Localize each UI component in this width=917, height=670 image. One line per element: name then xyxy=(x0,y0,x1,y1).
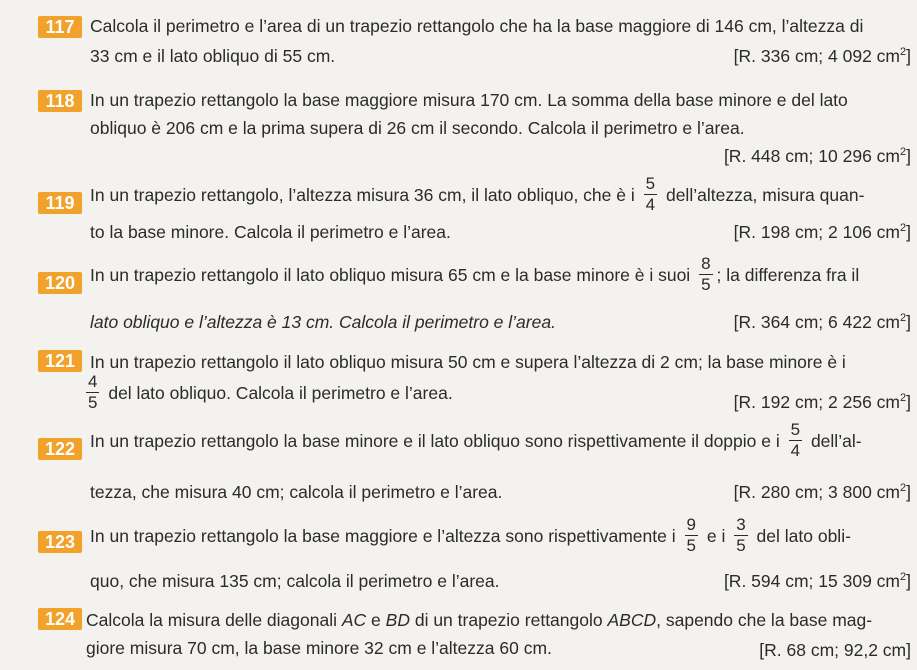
exercise-text: In un trapezio rettangolo la base maggiore misura 170 cm. La somma della base minore e del lato xyxy=(90,90,848,110)
answer: [R. 280 cm; 3 800 $cm^2$] xyxy=(733,482,911,502)
exercise-text: obliquo è 206 cm e la prima supera di 26 cm il secondo. Calcola il perimetro e l’area. xyxy=(90,118,745,138)
exercise-text: quo, che misura 135 cm; calcola il perimetro e l’area. xyxy=(90,571,500,591)
exercise-text: In un trapezio rettangolo, l’altezza misura 36 cm, il lato obliquo, che è i $\frac{5}{4}$ dell’altezza, misura quan- xyxy=(90,174,865,214)
answer: [R. 192 cm; 2 256 $cm^2$] xyxy=(733,392,911,412)
exercise-number: 122 xyxy=(38,438,82,460)
exercise-text: $\frac{4}{5}$ del lato obliquo. Calcola il perimetro e l’area. xyxy=(88,372,453,412)
answer: [R. 336 cm; 4 092 $cm^2$] xyxy=(733,46,911,66)
exercise-text: In un trapezio rettangolo il lato obliquo misura 65 cm e la base minore è i suoi $\frac{8}{5}$ ; la differenza fra il xyxy=(90,254,860,294)
fraction: $\frac{5}{4}$ xyxy=(790,420,801,460)
exercise-text: tezza, che misura 40 cm; calcola il perimetro e l’area. xyxy=(90,482,503,502)
exercise-text: Calcola la misura delle diagonali AC e BD di un trapezio rettangolo ABCD, sapendo che la base mag- xyxy=(86,610,873,630)
exercise-number: 120 xyxy=(38,272,82,294)
exercise-text: to la base minore. Calcola il perimetro e l’area. xyxy=(90,222,451,242)
exercise-text: Calcola il perimetro e l’area di un trapezio rettangolo che ha la base maggiore di 146 cm, l’altezza di xyxy=(90,16,864,36)
exercise-number: 118 xyxy=(38,90,82,112)
fraction: $\frac{5}{4}$ xyxy=(645,174,656,214)
answer: [R. 448 cm; 10 296 $cm^2$] xyxy=(723,146,911,166)
exercise-text: In un trapezio rettangolo la base maggiore e l’altezza sono rispettivamente i $\frac{9}{5}$ e i $\frac{3}{5}$ del lato obli- xyxy=(90,515,851,555)
exercise-text: In un trapezio rettangolo il lato obliquo misura 50 cm e supera l’altezza di 2 cm; la base minore è i xyxy=(90,352,846,372)
answer: [R. 198 cm; 2 106 $cm^2$] xyxy=(733,222,911,242)
exercise-text: lato obliquo e l’altezza è 13 cm. Calcola il perimetro e l’area. xyxy=(90,312,556,332)
exercise-text: 33 cm e il lato obliquo di 55 cm. xyxy=(90,46,336,66)
fraction: $\frac{8}{5}$ xyxy=(701,254,711,294)
exercise-number: 117 xyxy=(38,16,82,38)
fraction: $\frac{4}{5}$ xyxy=(88,372,98,412)
answer: [R. 68 cm; 92,2 cm] xyxy=(759,640,911,660)
fraction: $\frac{9}{5}$ xyxy=(686,515,696,555)
exercise-number: 119 xyxy=(38,192,82,214)
exercise-number: 121 xyxy=(38,350,82,372)
exercise-text: giore misura 70 cm, la base minore 32 cm e l’altezza 60 cm. xyxy=(86,638,552,658)
fraction: $\frac{3}{5}$ xyxy=(736,515,746,555)
exercise-number: 123 xyxy=(38,531,82,553)
exercise-text: In un trapezio rettangolo la base minore e il lato obliquo sono rispettivamente il doppio e i $\frac{5}{4}$ dell’al- xyxy=(90,420,862,460)
answer: [R. 364 cm; 6 422 $cm^2$] xyxy=(733,312,911,332)
exercise-number: 124 xyxy=(38,608,82,630)
answer: [R. 594 cm; 15 309 $cm^2$] xyxy=(723,571,911,591)
